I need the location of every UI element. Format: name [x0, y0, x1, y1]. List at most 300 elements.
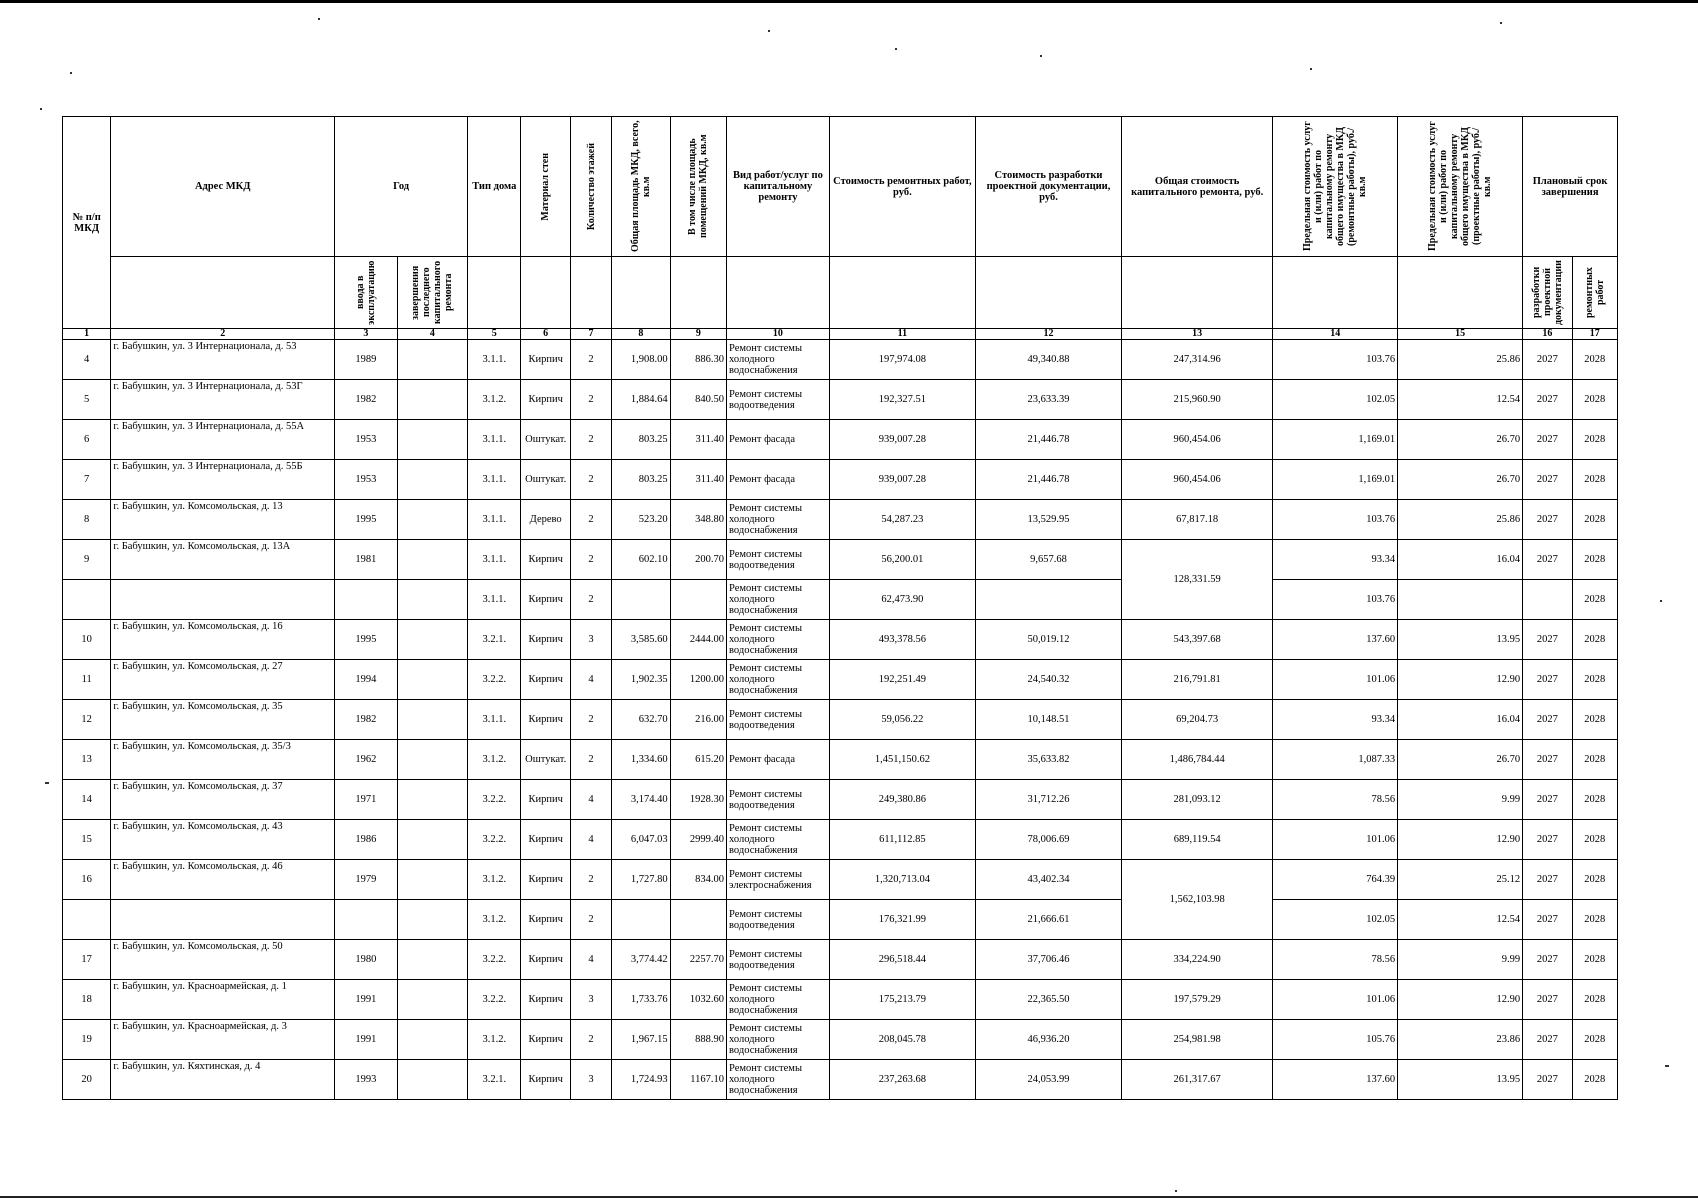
total-area-cell: 3,174.40 [612, 780, 670, 820]
year-repair-cell [397, 1020, 468, 1060]
design-cost-cell: 9,657.68 [975, 540, 1121, 580]
total-area-cell: 803.25 [612, 420, 670, 460]
col-address-header: Адрес МКД [111, 117, 335, 257]
floors-cell: 4 [570, 660, 611, 700]
year-repair-cell [397, 500, 468, 540]
plan-design-year-cell [1523, 580, 1572, 620]
repair-cost-cell: 939,007.28 [829, 460, 975, 500]
premises-area-cell: 2257.70 [670, 940, 726, 980]
max-cost-repair-cell: 101.06 [1273, 660, 1398, 700]
total-cost-cell: 960,454.06 [1122, 460, 1273, 500]
work-type-cell: Ремонт системы холодного водоснабжения [727, 340, 830, 380]
total-cost-cell: 216,791.81 [1122, 660, 1273, 700]
table-row [63, 820, 1618, 860]
max-cost-repair-cell: 1,169.01 [1273, 420, 1398, 460]
address-cell: г. Бабушкин, ул. 3 Интернационала, д. 53Г [111, 380, 335, 420]
wall-material-cell: Дерево [521, 500, 570, 540]
premises-area-cell: 1032.60 [670, 980, 726, 1020]
total-area-cell: 1,334.60 [612, 740, 670, 780]
floors-cell: 3 [570, 1060, 611, 1100]
column-number: 10 [727, 329, 830, 340]
max-cost-design-cell: 23.86 [1398, 1020, 1523, 1060]
total-cost-cell: 543,397.68 [1122, 620, 1273, 660]
col-repair-cost-header: Стоимость ремонтных работ, руб. [829, 117, 975, 257]
total-area-cell: 602.10 [612, 540, 670, 580]
address-cell: г. Бабушкин, ул. Кяхтинская, д. 4 [111, 1060, 335, 1100]
plan-design-year-cell: 2027 [1523, 620, 1572, 660]
repair-cost-cell: 208,045.78 [829, 1020, 975, 1060]
house-type-cell: 3.1.1. [468, 340, 521, 380]
wall-material-cell: Оштукат. [521, 460, 570, 500]
wall-material-cell: Кирпич [521, 340, 570, 380]
repair-cost-cell: 237,263.68 [829, 1060, 975, 1100]
plan-works-year-cell: 2028 [1572, 820, 1618, 860]
total-cost-cell: 67,817.18 [1122, 500, 1273, 540]
design-cost-cell: 43,402.34 [975, 860, 1121, 900]
house-type-cell: 3.1.1. [468, 580, 521, 620]
work-type-cell: Ремонт системы водоотведения [727, 540, 830, 580]
repair-cost-cell: 59,056.22 [829, 700, 975, 740]
max-cost-repair-cell: 93.34 [1273, 540, 1398, 580]
address-cell: г. Бабушкин, ул. Комсомольская, д. 13 [111, 500, 335, 540]
house-type-cell: 3.2.2. [468, 660, 521, 700]
table-row [63, 860, 1618, 900]
column-number: 5 [468, 329, 521, 340]
year-commission-cell: 1989 [335, 340, 397, 380]
plan-works-year-cell: 2028 [1572, 700, 1618, 740]
row-number: 19 [63, 1020, 111, 1060]
premises-area-cell: 886.30 [670, 340, 726, 380]
table-row [63, 980, 1618, 1020]
repair-cost-cell: 197,974.08 [829, 340, 975, 380]
address-cell: г. Бабушкин, ул. Комсомольская, д. 13А [111, 540, 335, 580]
wall-material-cell: Кирпич [521, 780, 570, 820]
max-cost-repair-cell: 137.60 [1273, 1060, 1398, 1100]
premises-area-cell: 1200.00 [670, 660, 726, 700]
design-cost-cell: 22,365.50 [975, 980, 1121, 1020]
plan-works-year-cell: 2028 [1572, 420, 1618, 460]
plan-works-year-cell: 2028 [1572, 380, 1618, 420]
plan-design-year-cell: 2027 [1523, 540, 1572, 580]
total-area-cell: 3,585.60 [612, 620, 670, 660]
table-row [63, 340, 1618, 380]
year-commission-cell: 1986 [335, 820, 397, 860]
table-row [63, 540, 1618, 580]
plan-works-year-cell: 2028 [1572, 620, 1618, 660]
repair-cost-cell: 1,451,150.62 [829, 740, 975, 780]
plan-works-year-cell: 2028 [1572, 780, 1618, 820]
floors-cell: 2 [570, 700, 611, 740]
floors-cell: 2 [570, 900, 611, 940]
plan-works-year-cell: 2028 [1572, 900, 1618, 940]
address-cell: г. Бабушкин, ул. Комсомольская, д. 16 [111, 620, 335, 660]
column-number: 16 [1523, 329, 1572, 340]
house-type-cell: 3.2.1. [468, 620, 521, 660]
row-number: 7 [63, 460, 111, 500]
plan-works-year-cell: 2028 [1572, 460, 1618, 500]
floors-cell: 2 [570, 460, 611, 500]
max-cost-repair-cell: 105.76 [1273, 1020, 1398, 1060]
wall-material-cell: Оштукат. [521, 420, 570, 460]
year-commission-cell [335, 580, 397, 620]
max-cost-design-cell: 26.70 [1398, 740, 1523, 780]
repair-cost-cell: 192,327.51 [829, 380, 975, 420]
repair-cost-cell: 175,213.79 [829, 980, 975, 1020]
house-type-cell: 3.1.1. [468, 500, 521, 540]
column-number: 6 [521, 329, 570, 340]
table-row [63, 780, 1618, 820]
col-year-repair-header: завершения последнего капитального ремонта [397, 257, 468, 329]
repair-cost-cell: 176,321.99 [829, 900, 975, 940]
total-area-cell: 632.70 [612, 700, 670, 740]
row-number: 9 [63, 540, 111, 580]
floors-cell: 2 [570, 580, 611, 620]
total-area-cell: 1,908.00 [612, 340, 670, 380]
year-repair-cell [397, 940, 468, 980]
scan-speck [1040, 55, 1042, 57]
plan-design-year-cell: 2027 [1523, 460, 1572, 500]
plan-design-year-cell: 2027 [1523, 780, 1572, 820]
wall-material-cell: Кирпич [521, 380, 570, 420]
work-type-cell: Ремонт системы холодного водоснабжения [727, 980, 830, 1020]
col-n-header: № п/п МКД [63, 117, 111, 329]
design-cost-cell: 37,706.46 [975, 940, 1121, 980]
col-plan-design-header: разработки проектной документации [1523, 257, 1572, 329]
column-number-row [63, 329, 1618, 340]
table-row [63, 500, 1618, 540]
total-area-cell: 6,047.03 [612, 820, 670, 860]
row-number: 11 [63, 660, 111, 700]
year-repair-cell [397, 900, 468, 940]
max-cost-design-cell: 9.99 [1398, 940, 1523, 980]
plan-works-year-cell: 2028 [1572, 540, 1618, 580]
plan-design-year-cell: 2027 [1523, 420, 1572, 460]
table-row [63, 420, 1618, 460]
max-cost-design-cell: 12.90 [1398, 820, 1523, 860]
column-number: 11 [829, 329, 975, 340]
table-row [63, 580, 1618, 620]
plan-design-year-cell: 2027 [1523, 660, 1572, 700]
row-number: 6 [63, 420, 111, 460]
design-cost-cell: 24,540.32 [975, 660, 1121, 700]
year-commission-cell [335, 900, 397, 940]
floors-cell: 2 [570, 860, 611, 900]
row-number: 8 [63, 500, 111, 540]
year-repair-cell [397, 1060, 468, 1100]
scan-speck [1660, 600, 1662, 602]
repair-cost-cell: 1,320,713.04 [829, 860, 975, 900]
total-area-cell: 1,884.64 [612, 380, 670, 420]
address-cell: г. Бабушкин, ул. Красноармейская, д. 3 [111, 1020, 335, 1060]
row-number: 18 [63, 980, 111, 1020]
table-body [63, 340, 1618, 1100]
max-cost-design-cell: 16.04 [1398, 540, 1523, 580]
row-number: 10 [63, 620, 111, 660]
year-repair-cell [397, 380, 468, 420]
column-number: 7 [570, 329, 611, 340]
total-cost-cell: 69,204.73 [1122, 700, 1273, 740]
repair-cost-cell: 611,112.85 [829, 820, 975, 860]
wall-material-cell: Кирпич [521, 860, 570, 900]
total-cost-cell: 689,119.54 [1122, 820, 1273, 860]
col-year-commission-header: ввода в эксплуатацию [335, 257, 397, 329]
plan-design-year-cell: 2027 [1523, 1060, 1572, 1100]
design-cost-cell: 13,529.95 [975, 500, 1121, 540]
col-year-header: Год [335, 117, 468, 257]
house-type-cell: 3.1.2. [468, 860, 521, 900]
house-type-cell: 3.1.1. [468, 460, 521, 500]
max-cost-design-cell: 16.04 [1398, 700, 1523, 740]
wall-material-cell: Кирпич [521, 820, 570, 860]
house-type-cell: 3.2.2. [468, 980, 521, 1020]
column-number: 13 [1122, 329, 1273, 340]
year-commission-cell: 1982 [335, 700, 397, 740]
plan-design-year-cell: 2027 [1523, 980, 1572, 1020]
max-cost-design-cell: 25.86 [1398, 340, 1523, 380]
total-area-cell [612, 900, 670, 940]
max-cost-repair-cell: 78.56 [1273, 780, 1398, 820]
work-type-cell: Ремонт системы холодного водоснабжения [727, 820, 830, 860]
total-cost-cell: 197,579.29 [1122, 980, 1273, 1020]
header-row [63, 117, 1618, 257]
scan-speck [1500, 22, 1502, 24]
floors-cell: 2 [570, 420, 611, 460]
wall-material-cell: Кирпич [521, 900, 570, 940]
address-cell: г. Бабушкин, ул. Комсомольская, д. 43 [111, 820, 335, 860]
row-number [63, 900, 111, 940]
house-type-cell: 3.1.2. [468, 900, 521, 940]
floors-cell: 3 [570, 980, 611, 1020]
plan-works-year-cell: 2028 [1572, 500, 1618, 540]
year-repair-cell [397, 340, 468, 380]
work-type-cell: Ремонт системы водоотведения [727, 380, 830, 420]
address-cell: г. Бабушкин, ул. 3 Интернационала, д. 55А [111, 420, 335, 460]
premises-area-cell: 348.80 [670, 500, 726, 540]
floors-cell: 2 [570, 380, 611, 420]
repair-cost-cell: 296,518.44 [829, 940, 975, 980]
address-cell: г. Бабушкин, ул. Комсомольская, д. 37 [111, 780, 335, 820]
design-cost-cell [975, 580, 1121, 620]
repair-cost-cell: 493,378.56 [829, 620, 975, 660]
repair-cost-cell: 249,380.86 [829, 780, 975, 820]
table-row [63, 1020, 1618, 1060]
total-area-cell: 1,902.35 [612, 660, 670, 700]
scan-speck [45, 782, 49, 784]
work-type-cell: Ремонт системы водоотведения [727, 900, 830, 940]
year-commission-cell: 1981 [335, 540, 397, 580]
year-commission-cell: 1995 [335, 500, 397, 540]
premises-area-cell: 2999.40 [670, 820, 726, 860]
premises-area-cell: 615.20 [670, 740, 726, 780]
design-cost-cell: 24,053.99 [975, 1060, 1121, 1100]
table-row [63, 700, 1618, 740]
design-cost-cell: 50,019.12 [975, 620, 1121, 660]
work-type-cell: Ремонт системы холодного водоснабжения [727, 1060, 830, 1100]
plan-works-year-cell: 2028 [1572, 1060, 1618, 1100]
work-type-cell: Ремонт фасада [727, 420, 830, 460]
work-type-cell: Ремонт системы холодного водоснабжения [727, 500, 830, 540]
row-number [63, 580, 111, 620]
repair-register-table [62, 116, 1618, 1100]
scan-speck [70, 72, 72, 74]
design-cost-cell: 35,633.82 [975, 740, 1121, 780]
floors-cell: 4 [570, 820, 611, 860]
work-type-cell: Ремонт системы водоотведения [727, 780, 830, 820]
design-cost-cell: 46,936.20 [975, 1020, 1121, 1060]
column-number: 15 [1398, 329, 1523, 340]
plan-design-year-cell: 2027 [1523, 900, 1572, 940]
total-cost-cell: 261,317.67 [1122, 1060, 1273, 1100]
max-cost-repair-cell: 1,087.33 [1273, 740, 1398, 780]
max-cost-repair-cell: 1,169.01 [1273, 460, 1398, 500]
plan-design-year-cell: 2027 [1523, 700, 1572, 740]
plan-works-year-cell: 2028 [1572, 860, 1618, 900]
total-area-cell: 523.20 [612, 500, 670, 540]
row-number: 5 [63, 380, 111, 420]
premises-area-cell: 311.40 [670, 460, 726, 500]
scan-speck [40, 108, 42, 110]
year-repair-cell [397, 700, 468, 740]
year-repair-cell [397, 820, 468, 860]
col-work-type-header: Вид работ/услуг по капитальному ремонту [727, 117, 830, 257]
column-number: 2 [111, 329, 335, 340]
wall-material-cell: Кирпич [521, 1020, 570, 1060]
wall-material-cell: Кирпич [521, 540, 570, 580]
col-total-area-header: Общая площадь МКД, всего, кв.м [612, 117, 670, 257]
column-number: 12 [975, 329, 1121, 340]
year-commission-cell: 1953 [335, 460, 397, 500]
address-cell [111, 580, 335, 620]
table-row [63, 660, 1618, 700]
total-cost-cell: 128,331.59 [1122, 540, 1273, 620]
total-area-cell: 1,727.80 [612, 860, 670, 900]
scan-speck [1665, 1065, 1669, 1067]
design-cost-cell: 21,446.78 [975, 420, 1121, 460]
work-type-cell: Ремонт системы водоотведения [727, 940, 830, 980]
row-number: 4 [63, 340, 111, 380]
year-repair-cell [397, 540, 468, 580]
table-row [63, 900, 1618, 940]
column-number: 3 [335, 329, 397, 340]
floors-cell: 2 [570, 1020, 611, 1060]
plan-works-year-cell: 2028 [1572, 660, 1618, 700]
col-house-type-header: Тип дома [468, 117, 521, 257]
premises-area-cell: 2444.00 [670, 620, 726, 660]
year-commission-cell: 1953 [335, 420, 397, 460]
address-cell: г. Бабушкин, ул. 3 Интернационала, д. 55Б [111, 460, 335, 500]
floors-cell: 4 [570, 780, 611, 820]
premises-area-cell [670, 580, 726, 620]
max-cost-repair-cell: 101.06 [1273, 980, 1398, 1020]
house-type-cell: 3.2.1. [468, 1060, 521, 1100]
premises-area-cell: 200.70 [670, 540, 726, 580]
premises-area-cell: 216.00 [670, 700, 726, 740]
house-type-cell: 3.1.1. [468, 700, 521, 740]
total-cost-cell: 1,562,103.98 [1122, 860, 1273, 940]
max-cost-repair-cell: 103.76 [1273, 340, 1398, 380]
scan-bottom-edge [0, 1196, 1698, 1198]
col-plan-header: Плановый срок завершения [1523, 117, 1618, 257]
plan-design-year-cell: 2027 [1523, 820, 1572, 860]
address-cell: г. Бабушкин, ул. 3 Интернационала, д. 53 [111, 340, 335, 380]
max-cost-repair-cell: 102.05 [1273, 380, 1398, 420]
total-cost-cell: 960,454.06 [1122, 420, 1273, 460]
row-number: 16 [63, 860, 111, 900]
max-cost-repair-cell: 103.76 [1273, 580, 1398, 620]
column-number: 17 [1572, 329, 1618, 340]
plan-works-year-cell: 2028 [1572, 940, 1618, 980]
total-area-cell: 1,733.76 [612, 980, 670, 1020]
max-cost-repair-cell: 93.34 [1273, 700, 1398, 740]
year-repair-cell [397, 780, 468, 820]
col-total-cost-header: Общая стоимость капитального ремонта, руб. [1122, 117, 1273, 257]
year-repair-cell [397, 980, 468, 1020]
total-cost-cell: 215,960.90 [1122, 380, 1273, 420]
year-commission-cell: 1993 [335, 1060, 397, 1100]
work-type-cell: Ремонт фасада [727, 460, 830, 500]
col-design-cost-header: Стоимость разработки проектной документации, руб. [975, 117, 1121, 257]
work-type-cell: Ремонт системы холодного водоснабжения [727, 660, 830, 700]
max-cost-design-cell: 13.95 [1398, 620, 1523, 660]
wall-material-cell: Кирпич [521, 660, 570, 700]
plan-works-year-cell: 2028 [1572, 580, 1618, 620]
total-area-cell [612, 580, 670, 620]
plan-design-year-cell: 2027 [1523, 500, 1572, 540]
total-area-cell: 803.25 [612, 460, 670, 500]
max-cost-repair-cell: 137.60 [1273, 620, 1398, 660]
scan-speck [895, 48, 897, 50]
work-type-cell: Ремонт системы холодного водоснабжения [727, 1020, 830, 1060]
repair-cost-cell: 56,200.01 [829, 540, 975, 580]
premises-area-cell [670, 900, 726, 940]
address-cell: г. Бабушкин, ул. Комсомольская, д. 46 [111, 860, 335, 900]
max-cost-design-cell: 25.12 [1398, 860, 1523, 900]
house-type-cell: 3.2.2. [468, 820, 521, 860]
address-cell: г. Бабушкин, ул. Комсомольская, д. 27 [111, 660, 335, 700]
house-type-cell: 3.1.1. [468, 540, 521, 580]
plan-works-year-cell: 2028 [1572, 740, 1618, 780]
wall-material-cell: Кирпич [521, 620, 570, 660]
year-commission-cell: 1982 [335, 380, 397, 420]
col-wall-material-header: Материал стен [521, 117, 570, 257]
row-number: 14 [63, 780, 111, 820]
year-commission-cell: 1994 [335, 660, 397, 700]
plan-design-year-cell: 2027 [1523, 1020, 1572, 1060]
max-cost-design-cell: 9.99 [1398, 780, 1523, 820]
house-type-cell: 3.1.2. [468, 740, 521, 780]
row-number: 12 [63, 700, 111, 740]
table-row [63, 380, 1618, 420]
wall-material-cell: Кирпич [521, 1060, 570, 1100]
design-cost-cell: 31,712.26 [975, 780, 1121, 820]
max-cost-repair-cell: 764.39 [1273, 860, 1398, 900]
address-cell: г. Бабушкин, ул. Красноармейская, д. 1 [111, 980, 335, 1020]
total-cost-cell: 1,486,784.44 [1122, 740, 1273, 780]
wall-material-cell: Кирпич [521, 700, 570, 740]
address-cell: г. Бабушкин, ул. Комсомольская, д. 50 [111, 940, 335, 980]
plan-works-year-cell: 2028 [1572, 340, 1618, 380]
work-type-cell: Ремонт фасада [727, 740, 830, 780]
premises-area-cell: 311.40 [670, 420, 726, 460]
max-cost-design-cell: 12.54 [1398, 380, 1523, 420]
wall-material-cell: Кирпич [521, 980, 570, 1020]
year-commission-cell: 1962 [335, 740, 397, 780]
max-cost-repair-cell: 103.76 [1273, 500, 1398, 540]
total-area-cell: 1,724.93 [612, 1060, 670, 1100]
year-repair-cell [397, 580, 468, 620]
max-cost-design-cell: 26.70 [1398, 420, 1523, 460]
year-repair-cell [397, 420, 468, 460]
